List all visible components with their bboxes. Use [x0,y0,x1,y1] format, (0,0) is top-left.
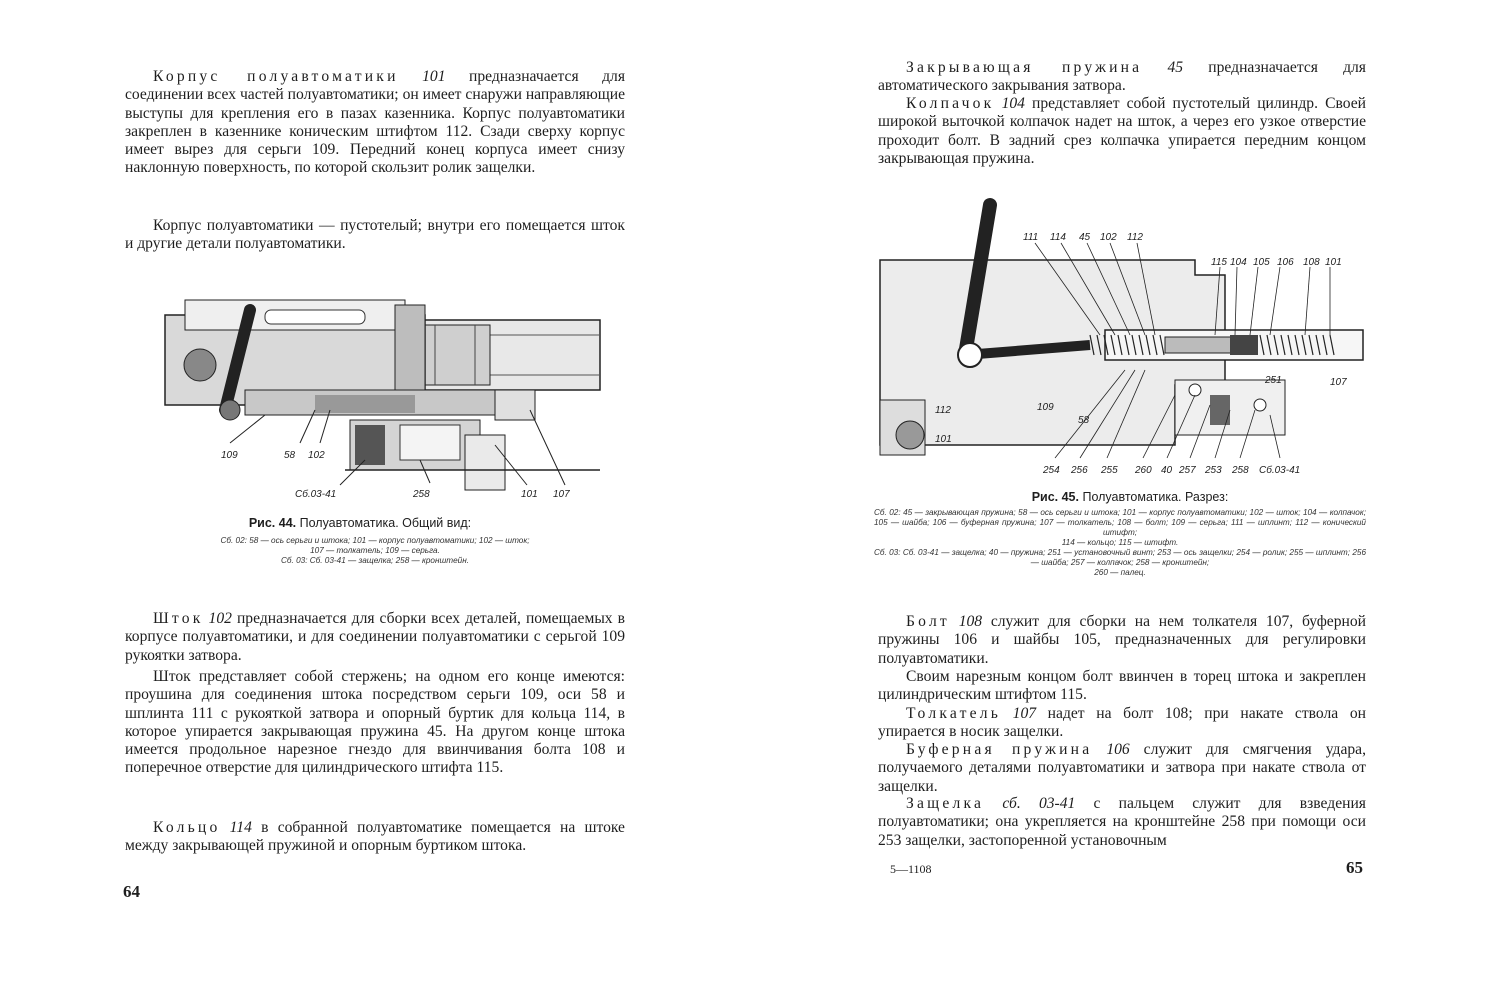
fig45-label: 109 [1037,402,1054,413]
term-ref: 107 [1012,705,1037,722]
fig45-label: 254 [1043,465,1060,476]
fig45-label: 102 [1100,232,1117,243]
figure-45-drawing [875,195,1375,485]
paragraph-ring-114 [125,819,625,856]
paragraph-text: в собранной полуавтоматике помещается на штоке между закрывающей пружиной и опорным буртиком штока. [125,819,625,855]
paragraph-bolt-thread [878,668,1366,705]
paragraph-rod-102 [125,610,625,665]
legend-line: 107 — толкатель; 109 — серьга. [310,546,440,555]
fig45-label: 58 [1078,415,1090,426]
fig45-label: 255 [1101,465,1118,476]
fig45-label: 112 [1127,232,1143,243]
fig45-label: 45 [1079,232,1091,243]
paragraph-text: предназначается для сборки всех деталей, помещаемых в корпусе полуавтоматики, и для соединении полуавтоматики с серьгой 109 рукоятки затвора. [125,610,625,664]
paragraph-text: служит для сборки на нем толкателя 107, буферной пружины 106 и шайбы 105, предназначенных для регулировки полуавтоматики. [878,613,1366,667]
paragraph-text: Своим нарезным концом болт ввинчен в торец штока и закреплен цилиндрическим штифтом 115. [878,668,1366,704]
fig45-label: 40 [1161,465,1173,476]
term-spaced: Болт [906,613,950,630]
fig45-label: 253 [1205,465,1222,476]
page-number-left: 64 [123,882,140,901]
fig45-label: 107 [1330,377,1347,388]
paragraph-text: Шток представляет собой стержень; на одном его конце имеются: проушина для соединения штока посредством серьги 109, оси 58 и шплинта 111 с рукояткой затвора и опорный буртик для кольца 114, в которое упирается закрывающая пружина 45. На другом конце штока имеется продольное нарезное гнездо для ввинчивания болта 108 и поперечное отверстие для цилиндрического штифта 115. [125,668,625,777]
fig44-label: 102 [308,450,325,461]
fig44-label: 101 [521,489,538,500]
fig44-label: 107 [553,489,570,500]
term-spaced: Колпачок [906,95,995,112]
legend-line: Сб. 03: Сб. 03-41 — защелка; 40 — пружина; 251 — установочный винт; 253 — ось защелки; 254 — ролик; 255 — шплинт; 256 — шайба; 257 — колпачок; 258 — кронштейн; [874,548,1366,567]
figure-45-legend [874,508,1366,578]
term-spaced: Корпус полуавтоматики [153,68,399,85]
term-spaced: Буферная пружина [906,741,1093,758]
legend-line: 114 — кольцо; 115 — штифт. [1061,538,1179,547]
term-ref: 101 [422,68,446,85]
term-spaced: Защелка [906,795,985,812]
fig45-label: 108 [1303,257,1320,268]
paragraph-bolt-108 [878,613,1366,668]
fig45-label: 112 [935,405,951,416]
figure-44-drawing [155,285,605,505]
paragraph-rod-detail [125,668,625,778]
paragraph-text: с пальцем служит для взведения полуавтоматики; она укрепляется на кронштейне 258 при помощи оси 253 защелки, застопоренной установочным [878,795,1366,849]
paragraph-text: служит для смягчения удара, получаемого деталями полуавтоматики и затвора при накате ствола от защелки. [878,741,1366,795]
fig45-label: 104 [1230,257,1247,268]
page-number-right: 65 [1346,858,1363,877]
figure-44-legend [140,536,610,566]
legend-line: Сб. 02: 45 — закрывающая пружина; 58 — ось серьги и штока; 101 — корпус полуавтоматики; 102 — шток; 104 — колпачок; 105 — шайба; 106 — буферная пружина; 107 — толкатель; 108 — болт; 109 — серьга; 111 — шплинт; 112 — конический штифт; [874,508,1366,537]
caption-number: Рис. 45. [1031,490,1079,504]
paragraph-text: предназначается для соединении всех частей полуавтоматики; он имеет снаружи направляющие выступы для крепления его в пазах казенника. Корпус полуавтоматики закреплен в казеннике коническим штифтом 112. Сзади сверху корпус имеет вырез для серьги 109. Передний конец корпуса имеет снизу наклонную поверхность, по которой скользит ролик защелки. [125,68,625,177]
term-ref: 45 [1167,59,1184,76]
paragraph-spring-45 [878,59,1366,96]
fig45-label: 115 [1211,257,1227,268]
paragraph-cap-104 [878,95,1366,168]
term-spaced: Толкатель [906,705,1002,722]
fig45-label: 101 [935,434,952,445]
right-page [750,0,1500,1000]
term-ref: 104 [1001,95,1025,112]
paragraph-latch [878,795,1366,850]
term-spaced: Шток [153,610,204,627]
term-ref: 114 [229,819,252,836]
figure-44-caption [160,516,560,530]
paragraph-pusher-107 [878,705,1366,742]
legend-line: Сб. 02: 58 — ось серьги и штока; 101 — корпус полуавтоматики; 102 — шток; [220,536,530,545]
fig44-label: 109 [221,450,238,461]
term-ref: 108 [958,613,983,630]
paragraph-buffer-106 [878,741,1366,796]
paragraph-text: представляет собой пустотелый цилиндр. Своей широкой выточкой колпачок надет на шток, а через его узкое отверстие проходит болт. В задний срез колпачка упирается передним концом закрывающая пружина. [878,95,1366,167]
term-spaced: Закрывающая пружина [906,59,1143,76]
fig45-label: 101 [1325,257,1342,268]
term-ref: сб. 03-41 [1002,795,1076,812]
term-spaced: Кольцо [153,819,221,836]
paragraph-text: надет на болт 108; при накате ствола он упирается в носик защелки. [878,705,1366,741]
fig45-label: 260 [1135,465,1152,476]
fig45-label: 106 [1277,257,1294,268]
print-signature: 5—1108 [890,862,932,876]
figure-45-caption [930,490,1330,504]
paragraph-text: предназначается для автоматического закрывания затвора. [878,59,1366,95]
caption-title: Полуавтоматика. Разрез: [1082,490,1229,504]
legend-line: 260 — палец. [1094,568,1146,577]
paragraph-text: Корпус полуавтоматики — пустотелый; внутри его помещается шток и другие детали полуавтоматики. [125,217,625,253]
fig45-label: Сб.03-41 [1259,465,1301,476]
paragraph-body-101 [125,68,625,178]
fig44-label: 58 [284,450,296,461]
fig45-label: 114 [1050,232,1066,243]
fig45-label: 257 [1179,465,1196,476]
fig44-label: 258 [413,489,430,500]
fig44-label: Сб.03-41 [295,489,337,500]
fig45-label: 256 [1071,465,1088,476]
legend-line: Сб. 03: Сб. 03-41 — защелка; 258 — кронштейн. [281,556,469,565]
paragraph-body-hollow [125,217,625,254]
term-ref: 106 [1106,741,1130,758]
term-ref: 102 [208,610,232,627]
fig45-label: 105 [1253,257,1270,268]
caption-number: Рис. 44. [248,516,297,530]
fig45-label: 258 [1232,465,1249,476]
fig45-label: 111 [1023,232,1039,243]
fig45-label: 251 [1265,375,1282,386]
caption-title: Полуавтоматика. Общий вид: [299,516,472,530]
